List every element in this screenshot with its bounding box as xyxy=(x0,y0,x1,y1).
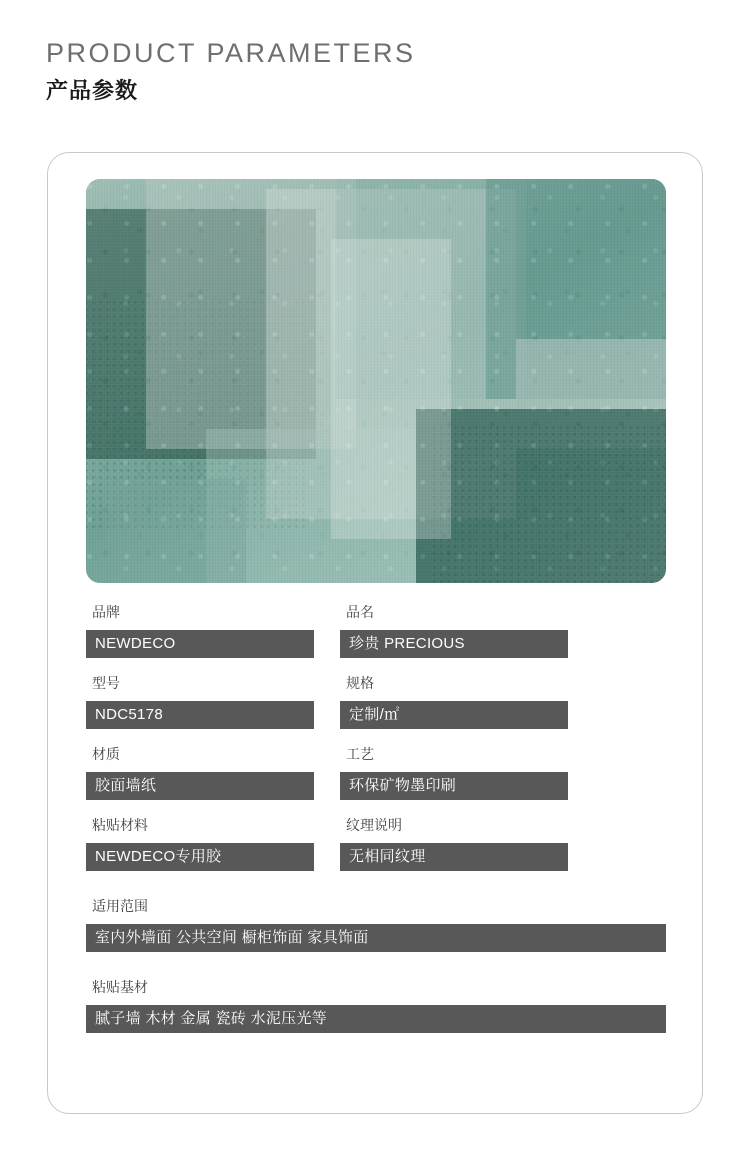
parameter-row xyxy=(86,672,666,729)
parameter-label: 纹理说明 xyxy=(346,817,402,833)
parameter-field-specification xyxy=(340,672,568,729)
parameter-value: 室内外墙面 公共空间 橱柜饰面 家具饰面 xyxy=(86,924,666,952)
parameter-value: NEWDECO xyxy=(86,630,314,658)
parameter-field-product-name xyxy=(340,601,568,658)
parameter-label: 粘贴基材 xyxy=(92,979,148,995)
parameter-value: NDC5178 xyxy=(86,701,314,729)
parameter-field-material xyxy=(86,743,314,800)
page-title-english: PRODUCT PARAMETERS xyxy=(46,38,416,68)
parameter-row xyxy=(86,814,666,871)
parameter-value: 腻子墙 木材 金属 瓷砖 水泥压光等 xyxy=(86,1005,666,1033)
parameter-label: 适用范围 xyxy=(92,898,148,914)
parameter-row xyxy=(86,601,666,658)
page-title-chinese: 产品参数 xyxy=(46,78,139,103)
parameters-list xyxy=(86,601,666,1047)
parameter-label: 型号 xyxy=(92,675,120,691)
parameter-label: 品名 xyxy=(346,604,374,620)
parameter-label: 材质 xyxy=(92,746,120,762)
parameter-field-substrate xyxy=(86,976,666,1033)
parameter-row xyxy=(86,743,666,800)
parameters-card xyxy=(47,152,703,1114)
parameter-field-brand xyxy=(86,601,314,658)
parameter-value: 胶面墙纸 xyxy=(86,772,314,800)
parameter-value: NEWDECO专用胶 xyxy=(86,843,314,871)
product-hero-image xyxy=(86,179,666,583)
parameter-row xyxy=(86,895,666,952)
parameter-label: 品牌 xyxy=(92,604,120,620)
parameter-field-texture-note xyxy=(340,814,568,871)
parameter-label: 规格 xyxy=(346,675,374,691)
parameter-field-model xyxy=(86,672,314,729)
parameter-field-application-scope xyxy=(86,895,666,952)
hero-grain-overlay xyxy=(86,179,666,583)
parameter-value: 环保矿物墨印刷 xyxy=(340,772,568,800)
parameter-value: 定制/㎡ xyxy=(340,701,568,729)
parameter-field-process xyxy=(340,743,568,800)
parameter-label: 粘贴材料 xyxy=(92,817,148,833)
page-header xyxy=(46,36,706,106)
parameter-field-adhesive xyxy=(86,814,314,871)
parameter-value: 珍贵 PRECIOUS xyxy=(340,630,568,658)
parameter-label: 工艺 xyxy=(346,746,374,762)
parameter-row xyxy=(86,976,666,1033)
parameter-value: 无相同纹理 xyxy=(340,843,568,871)
